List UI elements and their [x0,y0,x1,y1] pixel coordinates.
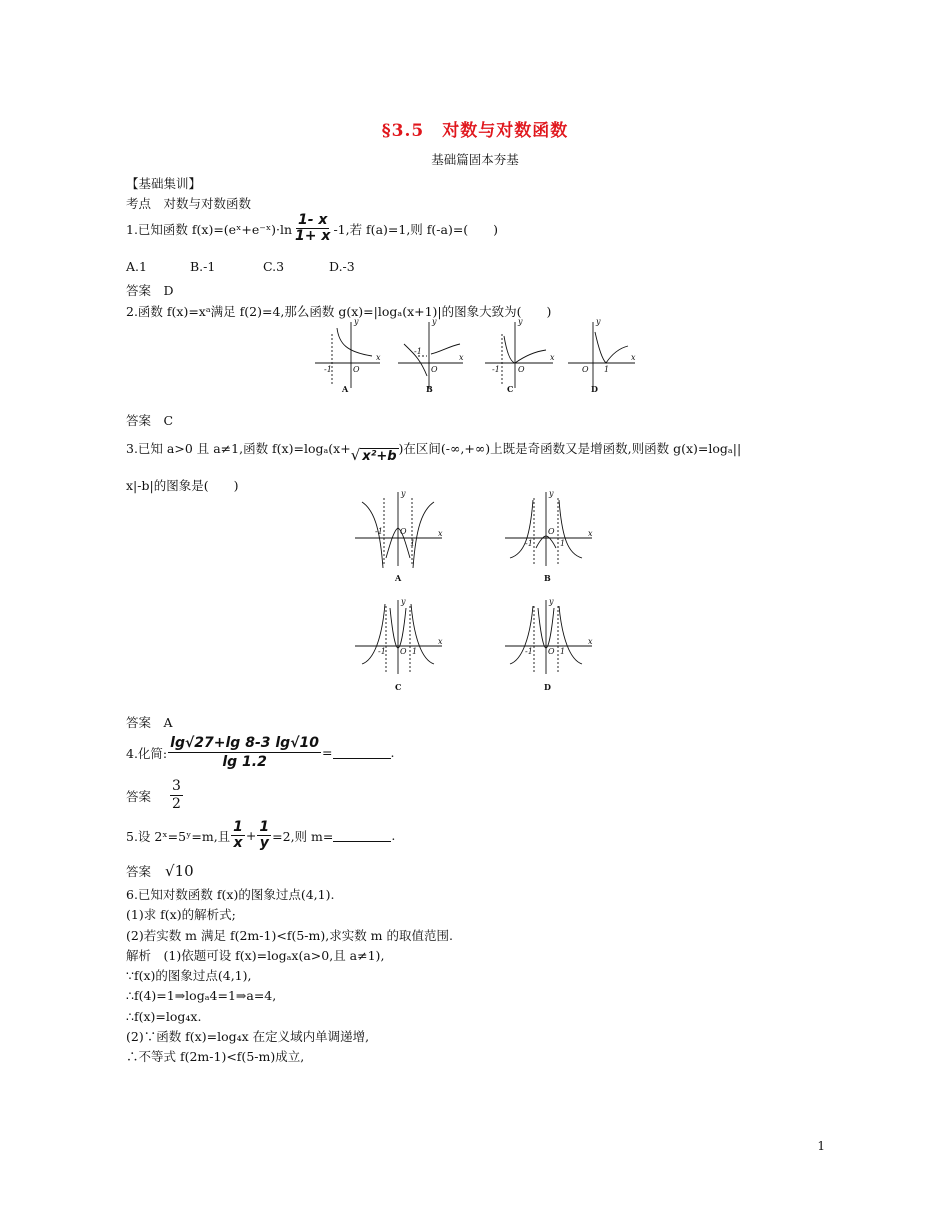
q1-option-d: D.-3 [329,259,355,274]
q4-answer-fraction [170,778,183,813]
q3-label-d: D [544,682,551,692]
svg-text:-1: -1 [525,539,533,548]
svg-text:O: O [548,527,555,536]
svg-text:y: y [432,317,437,326]
q5-answer [126,862,194,880]
svg-text:1: 1 [412,647,418,656]
svg-text:x: x [588,529,593,538]
q6-line: 解析 (1)依题可设 f(x)=logₐx(a>0,且 a≠1), [126,947,385,963]
section-heading: 【基础集训】 [126,176,202,191]
q5-fraction-2 [257,820,271,851]
q5-suffix: =2,则 m= [272,828,334,844]
q4-answer-den: 2 [172,796,181,812]
q5-fraction-1 [231,820,245,851]
svg-text:x: x [631,353,636,362]
svg-text:y: y [549,489,554,498]
q1-option-c: C.3 [263,259,285,274]
svg-text:1: 1 [604,365,610,374]
q3-label-a: A [395,573,402,583]
q3-label-b: B [544,573,551,583]
question-1 [126,213,498,244]
svg-text:y: y [354,317,359,326]
q5-f2-den: y [259,835,269,851]
q6-line: ∵f(x)的图象过点(4,1), [126,968,252,984]
svg-text:O: O [548,647,555,656]
svg-text:y: y [518,317,523,326]
answer-label: 答案 [126,864,152,879]
answer-value: D [163,283,174,298]
q4-blank [333,747,391,759]
q5-f1-den: x [233,835,243,851]
svg-text:x: x [459,353,464,362]
q3-sqrt: √ x²+b [350,446,397,464]
q5-blank [333,830,391,842]
q1-suffix: -1,若 f(a)=1,则 f(-a)=( ) [333,221,499,237]
svg-text:-1: -1 [414,347,422,356]
svg-text:1: 1 [560,539,566,548]
q2-label-b: B [426,384,433,394]
q5-period: . [391,828,396,843]
q5-prefix: 5.设 2ˣ=5ʸ=m,且 [126,828,231,844]
q6-line: (1)求 f(x)的解析式; [126,907,236,923]
answer-label: 答案 [126,788,152,804]
q6-line: (2)∵函数 f(x)=log₄x 在定义域内单调递增, [126,1029,370,1045]
svg-text:y: y [401,489,406,498]
svg-text:x: x [438,529,443,538]
svg-text:O: O [518,365,525,374]
svg-text:1: 1 [410,539,416,548]
svg-text:y: y [596,317,601,326]
svg-text:x: x [588,637,593,646]
answer-label: 答案 [126,413,152,428]
question-6 [126,885,453,1068]
q3-answer [126,713,173,731]
answer-label: 答案 [126,715,152,730]
q5-answer-value: √10 [165,862,194,880]
q4-answer [126,778,184,813]
q3-line1-prefix: 3.已知 a>0 且 a≠1,函数 f(x)=logₐ(x+ [126,441,351,456]
q3-graphs [350,488,600,698]
q2-label-d: D [591,384,598,394]
q1-option-b: B.-1 [190,259,216,274]
question-2: 2.函数 f(x)=xᵃ满足 f(2)=4,那么函数 g(x)=|logₐ(x+1)|的图象大致为( ) [126,304,552,319]
q4-answer-num: 3 [172,778,181,794]
svg-text:-1: -1 [375,527,383,536]
q3-sqrt-expr: x²+b [362,449,397,464]
q5-f1-num: 1 [233,819,243,835]
answer-label: 答案 [126,283,152,298]
q3-line1-suffix: )在区间(-∞,+∞)上既是奇函数又是增函数,则函数 g(x)=logₐ|| [398,441,742,456]
svg-text:O: O [353,365,360,374]
svg-text:O: O [400,527,407,536]
svg-text:-1: -1 [378,647,386,656]
q4-fraction [168,734,321,771]
svg-text:O: O [582,365,589,374]
q2-label-c: C [507,384,514,394]
q1-prefix: 1.已知函数 f(x)=(eˣ+e⁻ˣ)·ln [126,221,293,237]
q2-answer [126,411,173,429]
q4-period: . [390,745,395,760]
q5-f2-num: 1 [259,819,270,835]
q3-label-c: C [395,682,402,692]
svg-text:x: x [438,637,443,646]
q1-fraction [293,213,332,244]
svg-text:y: y [549,597,554,606]
answer-value: A [163,715,173,730]
q1-option-a: A.1 [126,259,147,274]
svg-text:1: 1 [560,647,566,656]
q6-line: (2)若实数 m 满足 f(2m-1)<f(5-m),求实数 m 的取值范围. [126,927,453,943]
page-subtitle: 基础篇固本夯基 [431,152,519,167]
q5-plus: + [245,828,257,843]
q6-line: ∴f(x)=log₄x. [126,1008,202,1024]
q6-line: ∴不等式 f(2m-1)<f(5-m)成立, [126,1049,305,1065]
page-title: §3.5 对数与对数函数 [381,121,569,141]
svg-text:O: O [431,365,438,374]
svg-text:-1: -1 [324,365,332,374]
svg-text:x: x [376,353,381,362]
q3-line2: x|-b|的图象是( ) [126,478,239,493]
answer-value: C [163,413,174,428]
q1-frac-den: 1+ x [295,228,331,244]
q6-line: ∴f(4)=1⇒logₐ4=1⇒a=4, [126,988,277,1004]
q4-suffix: = [322,745,333,760]
q4-frac-den: lg 1.2 [222,754,267,770]
q1-answer [126,281,174,299]
q2-graphs [310,316,640,398]
question-4 [126,734,394,771]
page-number: 1 [817,1139,825,1153]
svg-text:-1: -1 [525,647,533,656]
question-5 [126,820,395,851]
q4-frac-num: lg√27+lg 8-3 lg√10 [170,735,320,751]
svg-text:O: O [400,647,407,656]
q1-frac-num: 1- x [298,212,328,228]
svg-text:y: y [401,597,406,606]
svg-text:x: x [550,353,555,362]
svg-text:-1: -1 [492,365,500,374]
question-3 [126,432,741,464]
topic-heading: 考点 对数与对数函数 [126,196,252,211]
q6-line: 6.已知对数函数 f(x)的图象过点(4,1). [126,887,335,902]
q2-label-a: A [342,384,349,394]
q4-prefix: 4.化简: [126,745,168,761]
